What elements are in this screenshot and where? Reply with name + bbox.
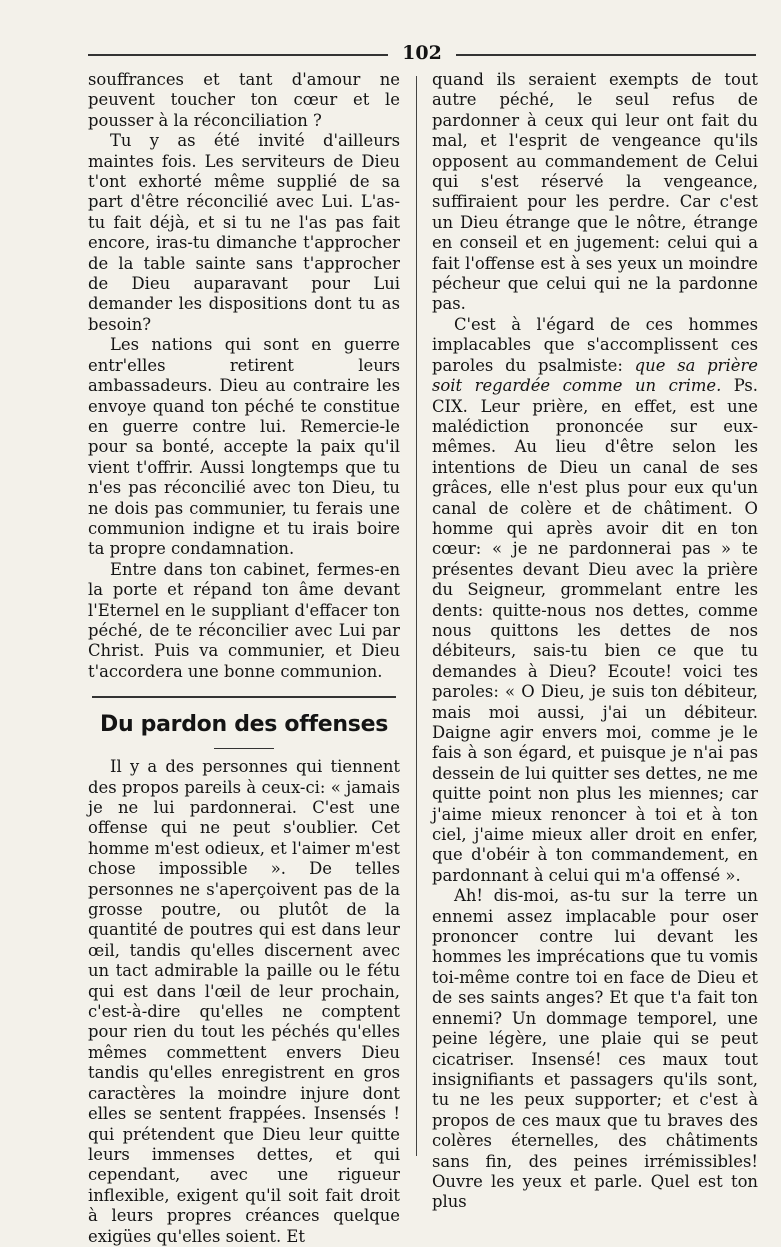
left-paragraph-4: Entre dans ton cabinet, fermes-en la porte et répand ton âme devant l'Eternel en le suppliant d'effacer ton péché, de te réconcilier avec Lui par Christ. Puis va communier, et Dieu t'accordera une bonne communion. — [88, 559, 400, 681]
title-underline — [214, 748, 274, 749]
header-rule-right — [456, 54, 756, 56]
left-paragraph-1: souffrances et tant d'amour ne peuvent toucher ton cœur et le pousser à la réconciliation ? — [88, 70, 400, 130]
header-rule-left — [88, 54, 388, 56]
right-paragraph-2-start: C'est à l'égard de ces hommes implacables que s'accomplissent ces paroles du psalmiste: — [432, 314, 758, 375]
right-column — [432, 70, 758, 1212]
left-paragraph-5: Il y a des personnes qui tiennent des propos pareils à ceux-ci: « jamais je ne lui pardonnerai. C'est une offense qui ne peut s'oublier. Cet homme m'est odieux, et l'aimer m'est chose impossible ». De telles personnes ne s'aperçoivent pas de la grosse poutre, ou plutôt de la quantité de poutres qui est dans leur œil, tandis qu'elles discernent avec un tact admirable la paille ou le fétu qui est dans l'œil de leur prochain, c'est-à-dire qu'elles ne comptent pour rien du tout les péchés qu'elles mêmes commettent envers Dieu tandis qu'elles enregistrent en gros caractères la moindre injure dont elles se sentent frappées. Insensés ! qui prétendent que Dieu leur quitte leurs immenses dettes, et qui cependant, avec une rigueur inflexible, exigent qu'il soit fait droit à leurs propres créances quelque exigües qu'elles soient. Et — [88, 757, 400, 1246]
left-paragraph-2: Tu y as été invité d'ailleurs maintes fois. Les serviteurs de Dieu t'ont exhorté même supplié de sa part d'être réconcilié avec Lui. L'as-tu fait déjà, et si tu ne l'as pas fait encore, iras-tu dimanche t'approcher de la table sainte sans t'approcher de Dieu auparavant pour Lui demander les dispositions dont tu as besoin? — [88, 131, 400, 334]
right-paragraph-2-rest: Ps. CIX. Leur prière, en effet, est une malédiction prononcée sur eux-mêmes. Au lieu d'être selon les intentions de Dieu un canal de ses grâces, elle n'est plus pour eux qu'un canal de colère et de châtiment. O homme qui après avoir dit en ton cœur: « je ne pardonnerai pas » te présentes devant Dieu avec la prière du Seigneur, grommelant entre les dents: quitte-nous nos dettes, comme nous quittons les dettes de nos débiteurs, sais-tu bien ce que tu demandes à Dieu? Ecoute! voici tes paroles: « O Dieu, je suis ton débiteur, mais moi aussi, j'ai un débiteur. Daigne agir envers moi, comme je le fais à son égard, et puisque je n'ai pas dessein de lui quitter ses dettes, ne me quitte point non plus les miennes; car j'aime mieux renoncer à toi et à ton ciel, j'aime mieux aller droit en enfer, que d'obéir à ton commandement, en pardonnant à celui qui m'a offensé ». — [432, 376, 758, 885]
section-divider — [92, 696, 396, 698]
page-header — [88, 40, 756, 70]
right-paragraph-3: Ah! dis-moi, as-tu sur la terre un ennemi assez implacable pour oser prononcer contre lui devant les hommes les imprécations que tu vomis toi-même contre toi en face de Dieu et de ses saints anges? Et que t'a fait ton ennemi? Un dommage temporel, une peine légère, une plaie qui se peut cicatriser. Insensé! ces maux tout insignifiants et passagers qu'ils sont, tu ne les peux supporter; et c'est à propos de ces maux que tu braves des colères éternelles, des châtiments sans fin, des peines irrémissibles! Ouvre les yeux et parle. Quel est ton plus — [432, 886, 758, 1212]
right-paragraph-1: quand ils seraient exempts de tout autre péché, le seul refus de pardonner à ceux qui leur ont fait du mal, et l'esprit de vengeance qu'ils opposent au commandement de Celui qui s'est réservé la vengeance, suffiraient pour les perdre. Car c'est un Dieu étrange que le nôtre, étrange en conseil et en jugement: celui qui a fait l'offense est à ses yeux un moindre pécheur que celui qui ne la pardonne pas. — [432, 70, 758, 314]
left-column — [88, 70, 400, 1246]
psalm-quote: que sa prière soit regardée comme un crime. — [432, 355, 758, 396]
section-title: Du pardon des offenses — [100, 712, 388, 738]
right-paragraph-2 — [432, 315, 758, 886]
page-number: 102 — [402, 42, 442, 64]
left-paragraph-3: Les nations qui sont en guerre entr'elles retirent leurs ambassadeurs. Dieu au contraire les envoye quand ton péché te constitue en guerre contre lui. Remercie-le pour sa bonté, accepte la paix qu'il vient t'offrir. Aussi longtemps que tu n'es pas réconcilié avec ton Dieu, tu ne dois pas communier, tu ferais une communion indigne et tu irais boire ta propre condamnation. — [88, 335, 400, 559]
column-divider — [416, 76, 417, 1156]
